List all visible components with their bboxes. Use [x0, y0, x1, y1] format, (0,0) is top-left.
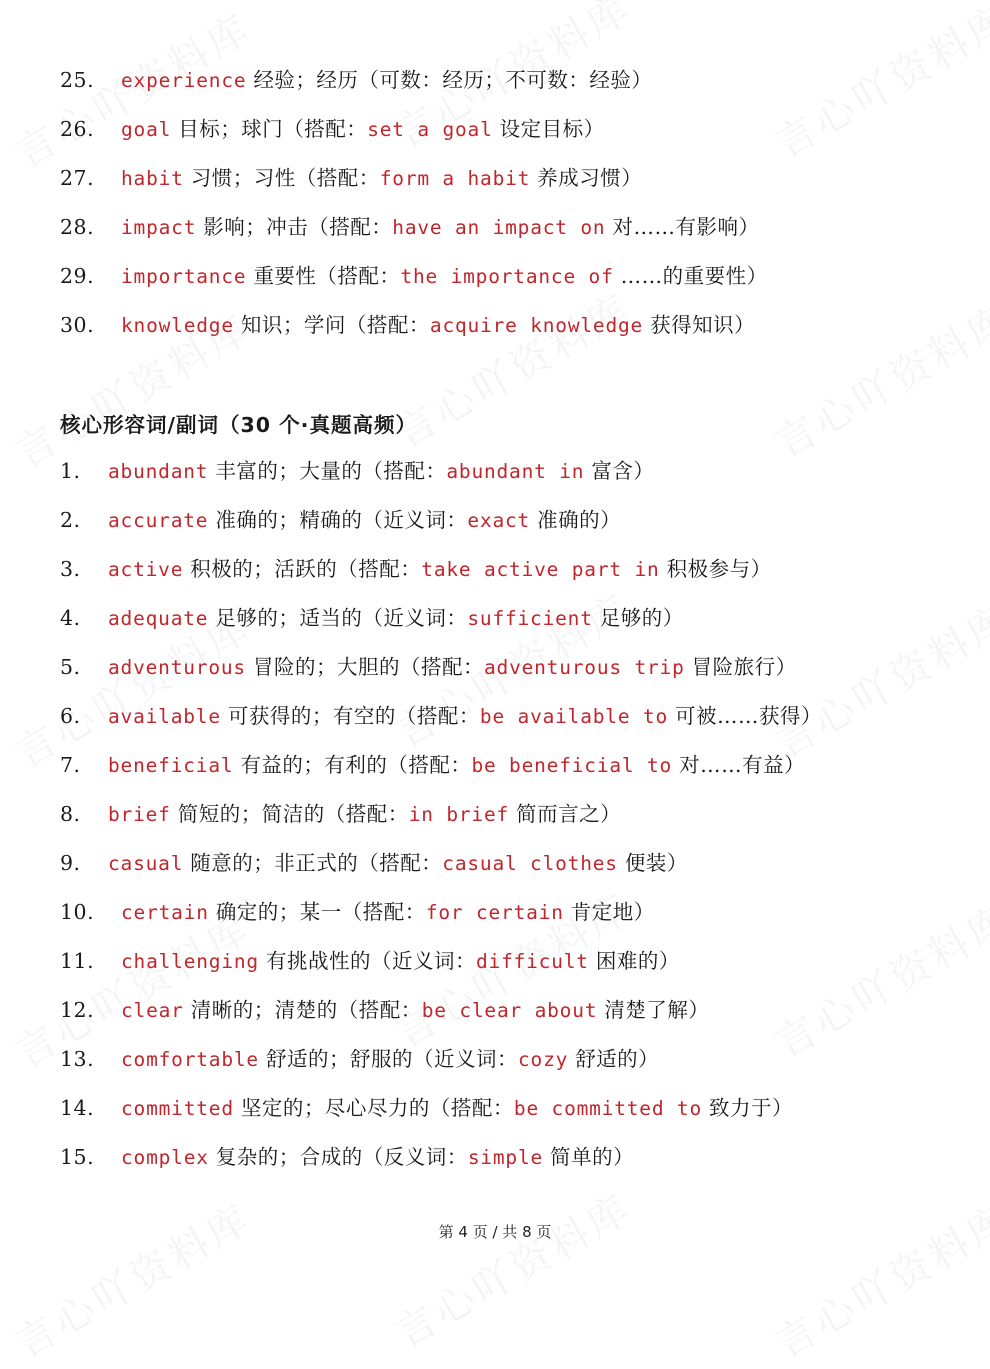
vocab-entry — [60, 554, 772, 584]
entry-meaning: 重要性（搭配： — [253, 264, 401, 288]
entry-number: 26. — [60, 117, 95, 141]
entry-number: 28. — [60, 215, 95, 239]
entry-collocation: casual clothes — [442, 852, 618, 875]
entry-collocation: abundant in — [446, 460, 585, 483]
watermark — [763, 588, 990, 769]
entry-meaning: 影响；冲击（搭配： — [203, 215, 393, 239]
entry-word: importance — [121, 265, 247, 288]
entry-word: habit — [121, 167, 184, 190]
entry-collocation: have an impact on — [392, 216, 606, 239]
entry-tail: 简单的） — [550, 1145, 635, 1169]
entry-word: adequate — [108, 607, 209, 630]
vocab-entry — [60, 799, 621, 829]
entry-word: accurate — [108, 509, 209, 532]
vocab-entry — [60, 995, 709, 1025]
vocab-entry — [60, 848, 688, 878]
entry-number: 3. — [60, 557, 81, 581]
entry-tail: 清楚了解） — [604, 998, 710, 1022]
entry-number: 7. — [60, 753, 81, 777]
entry-tail: 养成习惯） — [537, 166, 643, 190]
entry-number: 5. — [60, 655, 81, 679]
entry-tail: 积极参与） — [666, 557, 772, 581]
vocab-entry — [60, 310, 755, 340]
vocab-entry — [60, 261, 768, 291]
entry-meaning: 丰富的；大量的（搭配： — [215, 459, 447, 483]
entry-tail: 准确的） — [537, 508, 622, 532]
entry-meaning: 目标；球门（搭配： — [178, 117, 368, 141]
entry-number: 30. — [60, 313, 95, 337]
vocab-entry — [60, 505, 621, 535]
entry-number: 8. — [60, 802, 81, 826]
section-heading: 核心形容词/副词（30 个·真题高频） — [60, 413, 417, 437]
vocab-entry — [60, 1044, 659, 1074]
entry-meaning: 确定的；某一（搭配： — [215, 900, 426, 924]
vocab-entry — [60, 701, 822, 731]
entry-number: 15. — [60, 1145, 95, 1169]
vocab-entry — [60, 65, 652, 95]
vocab-entry — [60, 652, 797, 682]
entry-word: casual — [108, 852, 184, 875]
watermark — [383, 278, 640, 459]
entry-word: challenging — [121, 950, 259, 973]
entry-meaning: 随意的；非正式的（搭配： — [190, 851, 443, 875]
entry-collocation: adventurous trip — [483, 656, 685, 679]
vocab-entry — [60, 750, 805, 780]
watermark — [763, 288, 990, 469]
entry-meaning: 习惯；习性（搭配： — [190, 166, 380, 190]
entry-word: adventurous — [108, 656, 246, 679]
vocab-entry — [60, 212, 760, 242]
entry-tail: 足够的） — [599, 606, 684, 630]
entry-number: 10. — [60, 900, 95, 924]
entry-meaning: 有挑战性的（近义词： — [265, 949, 476, 973]
entry-collocation: simple — [467, 1146, 544, 1169]
entry-number: 6. — [60, 704, 81, 728]
entry-meaning: 简短的；简洁的（搭配： — [177, 802, 409, 826]
entry-meaning: 冒险的；大胆的（搭配： — [252, 655, 484, 679]
entry-tail: 冒险旅行） — [691, 655, 797, 679]
vocab-entry — [60, 1093, 793, 1123]
entry-meaning: 准确的；精确的（近义词： — [215, 508, 468, 532]
entry-word: comfortable — [121, 1048, 259, 1071]
entry-number: 11. — [60, 949, 95, 973]
entry-collocation: be available to — [479, 705, 669, 728]
entry-number: 14. — [60, 1096, 95, 1120]
entry-tail: 舒适的） — [575, 1047, 660, 1071]
entry-word: active — [108, 558, 184, 581]
entry-word: certain — [121, 901, 209, 924]
entry-meaning: 舒适的；舒服的（近义词： — [265, 1047, 518, 1071]
entry-collocation: form a habit — [379, 167, 531, 190]
watermark — [763, 888, 990, 1069]
entry-meaning: 清晰的；清楚的（搭配： — [190, 998, 422, 1022]
entry-number: 25. — [60, 68, 95, 92]
entry-number: 12. — [60, 998, 95, 1022]
entry-collocation: exact — [467, 509, 531, 532]
entry-tail: ……的重要性） — [620, 264, 768, 288]
entry-tail: 富含） — [591, 459, 655, 483]
entry-tail: 便装） — [624, 851, 688, 875]
vocab-entry — [60, 114, 605, 144]
entry-tail: 设定目标） — [499, 117, 605, 141]
entry-meaning: 复杂的；合成的（反义词： — [215, 1145, 468, 1169]
entry-collocation: set a goal — [367, 118, 493, 141]
entry-number: 29. — [60, 264, 95, 288]
entry-collocation: be clear about — [421, 999, 598, 1022]
entry-meaning: 经验；经历（可数：经历；不可数：经验） — [253, 68, 653, 92]
entry-meaning: 足够的；适当的（近义词： — [215, 606, 468, 630]
entry-number: 1. — [60, 459, 81, 483]
entry-collocation: for certain — [425, 901, 564, 924]
entry-tail: 获得知识） — [650, 313, 756, 337]
vocab-entry — [60, 897, 655, 927]
entry-collocation: be committed to — [513, 1097, 703, 1120]
vocab-entry — [60, 603, 684, 633]
entry-meaning: 可获得的；有空的（搭配： — [227, 704, 480, 728]
entry-collocation: the importance of — [400, 265, 614, 288]
entry-collocation: acquire knowledge — [429, 314, 644, 337]
page-footer: 第 4 页 / 共 8 页 — [438, 1223, 552, 1241]
watermark — [763, 0, 990, 169]
entry-word: experience — [121, 69, 247, 92]
entry-number: 27. — [60, 166, 95, 190]
entry-tail: 肯定地） — [570, 900, 655, 924]
entry-number: 4. — [60, 606, 81, 630]
entry-tail: 对……有影响） — [612, 215, 760, 239]
entry-word: goal — [121, 118, 172, 141]
entry-tail: 简而言之） — [516, 802, 622, 826]
entry-collocation: sufficient — [467, 607, 593, 630]
entry-collocation: difficult — [475, 950, 589, 973]
watermark — [763, 1188, 990, 1369]
entry-tail: 致力于） — [709, 1096, 794, 1120]
entry-number: 9. — [60, 851, 81, 875]
entry-meaning: 有益的；有利的（搭配： — [240, 753, 472, 777]
vocab-entry — [60, 163, 642, 193]
watermark — [3, 1188, 260, 1369]
entry-meaning: 坚定的；尽心尽力的（搭配： — [240, 1096, 514, 1120]
entry-meaning: 积极的；活跃的（搭配： — [190, 557, 422, 581]
entry-word: available — [108, 705, 221, 728]
entry-tail: 困难的） — [595, 949, 680, 973]
entry-meaning: 知识；学问（搭配： — [240, 313, 430, 337]
entry-tail: 可被……获得） — [675, 704, 823, 728]
entry-collocation: be beneficial to — [471, 754, 673, 777]
entry-tail: 对……有益） — [679, 753, 806, 777]
entry-word: beneficial — [108, 754, 234, 777]
entry-word: complex — [121, 1146, 209, 1169]
entry-word: committed — [121, 1097, 234, 1120]
entry-word: knowledge — [121, 314, 234, 337]
entry-collocation: cozy — [517, 1048, 569, 1071]
watermark — [383, 1178, 640, 1359]
entry-word: clear — [121, 999, 184, 1022]
entry-number: 13. — [60, 1047, 95, 1071]
entry-number: 2. — [60, 508, 81, 532]
entry-word: impact — [121, 216, 197, 239]
vocab-entry — [60, 1142, 634, 1172]
entry-word: abundant — [108, 460, 209, 483]
vocab-entry — [60, 456, 654, 486]
vocab-entry — [60, 946, 680, 976]
entry-word: brief — [108, 803, 171, 826]
entry-collocation: take active part in — [421, 558, 660, 581]
entry-collocation: in brief — [408, 803, 510, 826]
